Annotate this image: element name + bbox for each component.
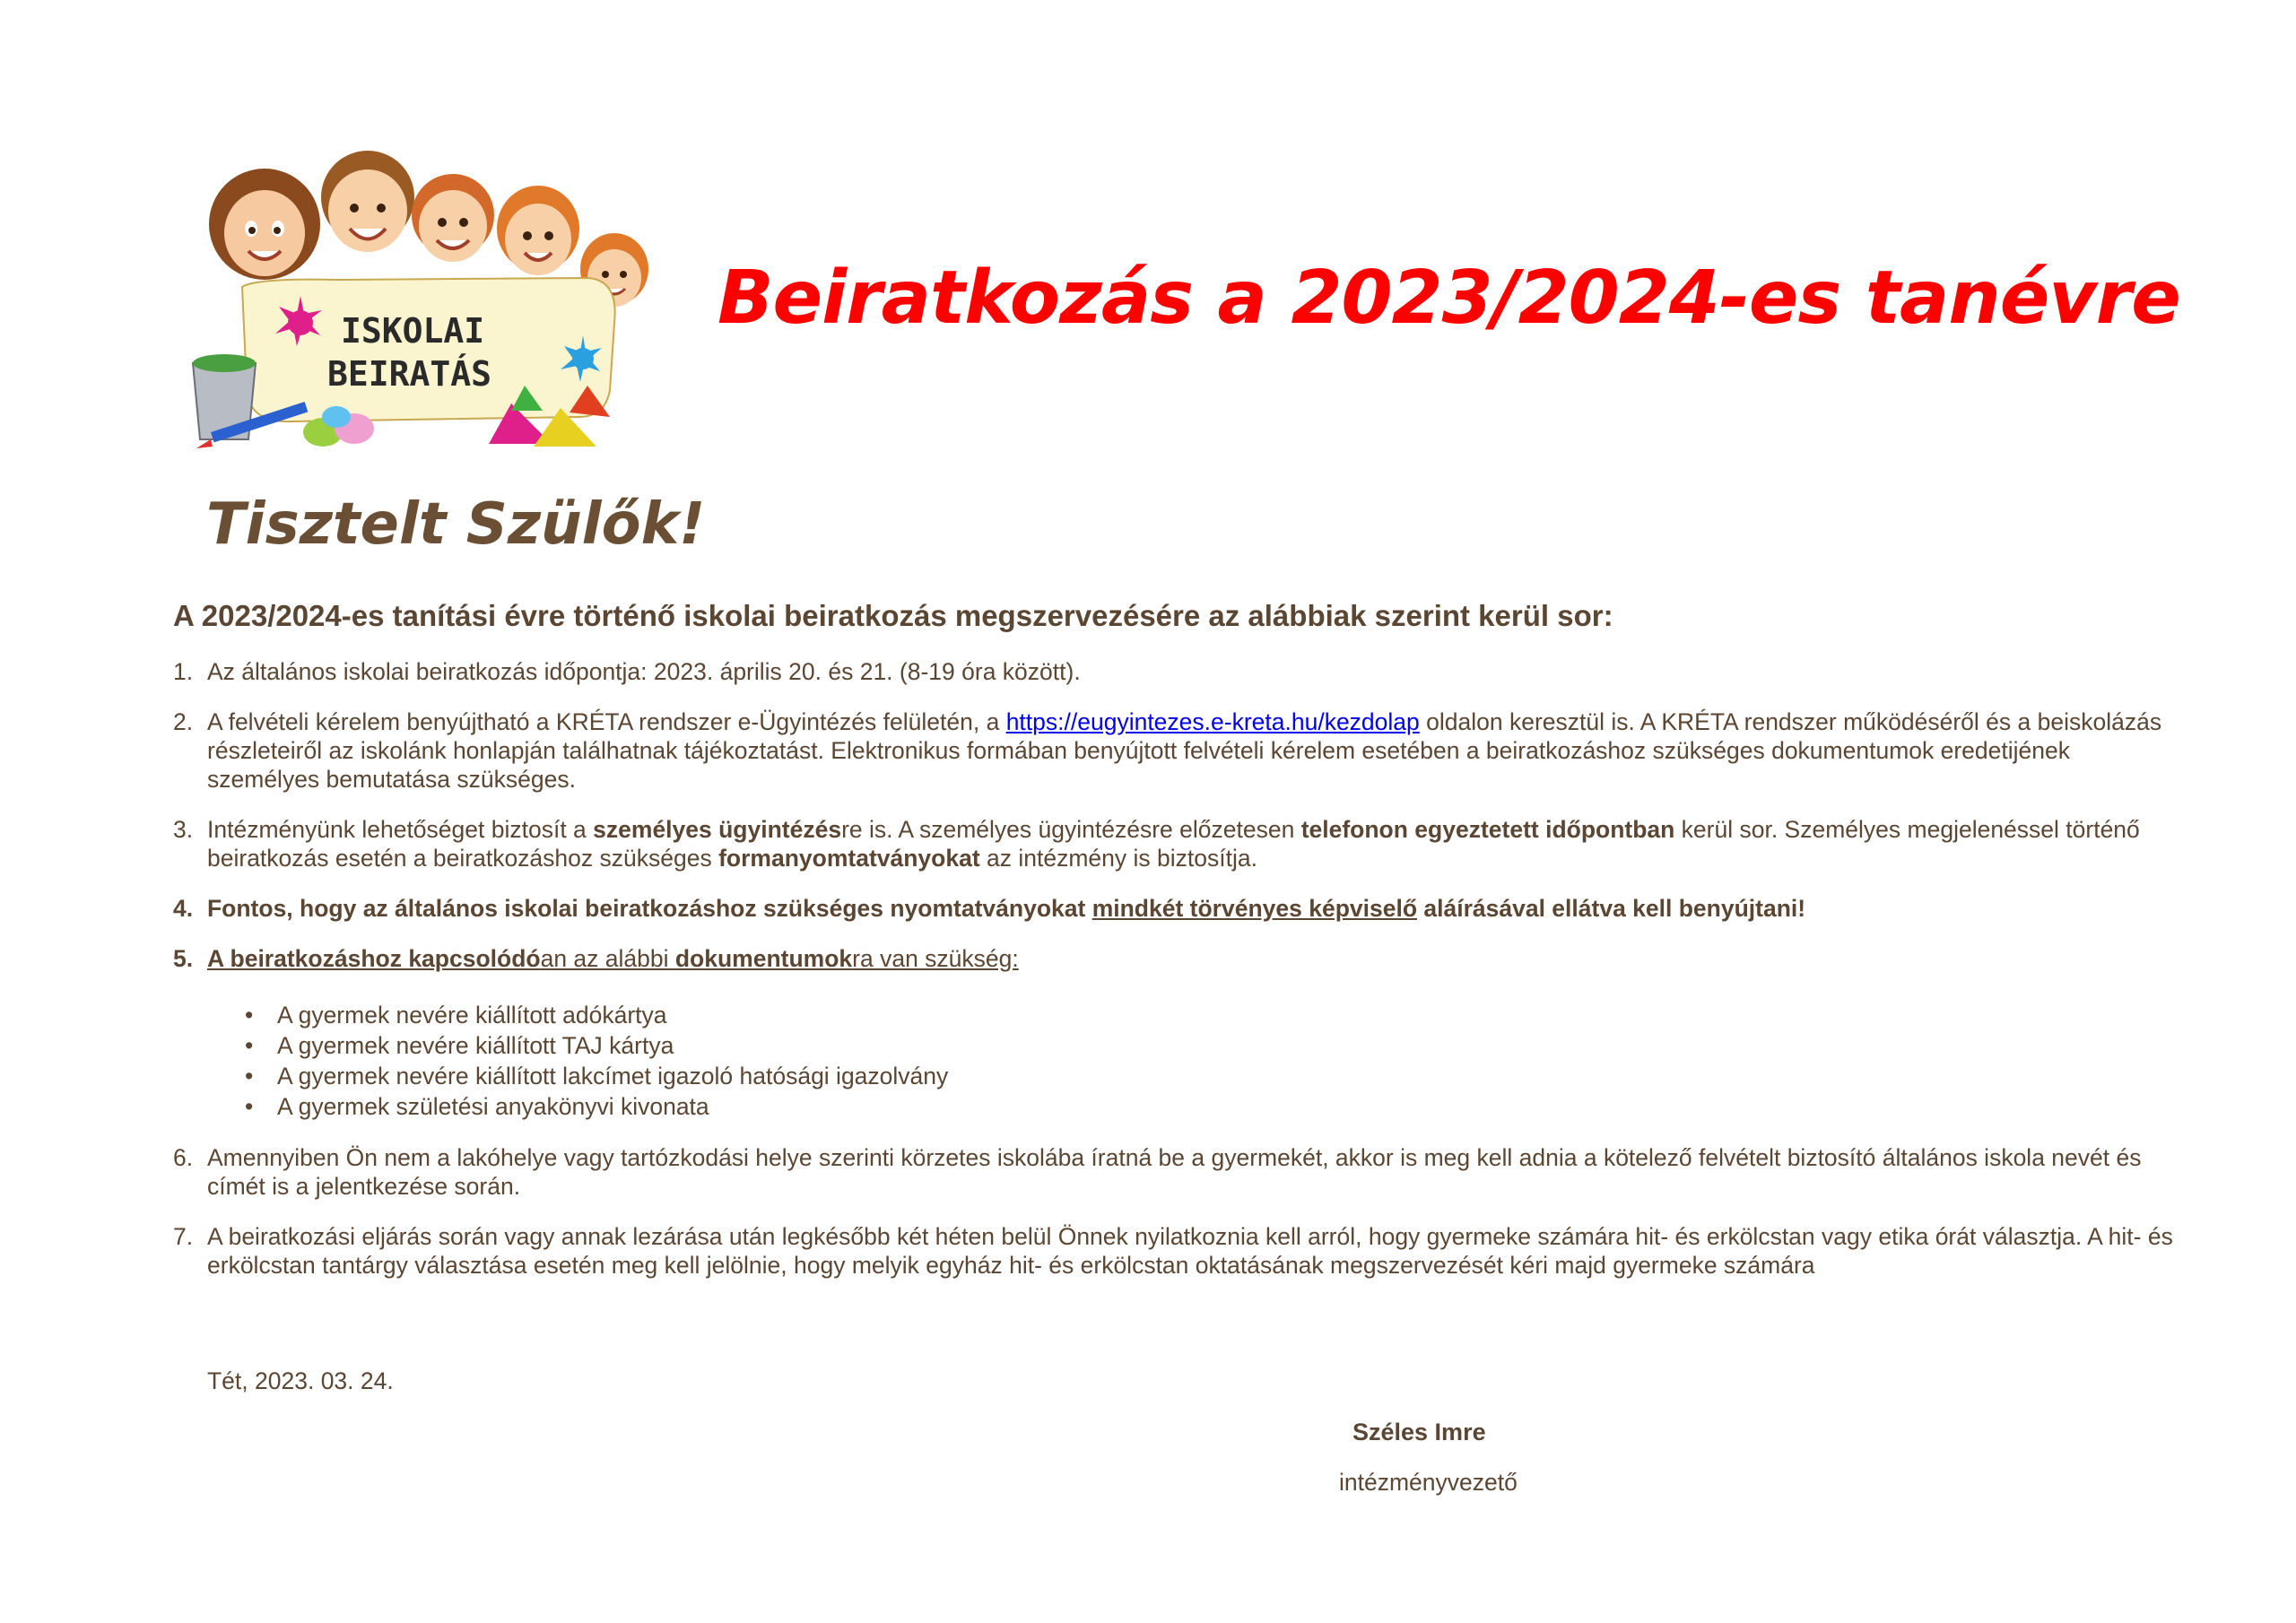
document-text: A gyermek születési anyakönyvi kivonata	[277, 1093, 709, 1120]
bullet-icon: •	[245, 1032, 254, 1059]
document-item	[207, 1000, 2182, 1030]
item-text: A felvételi kérelem benyújtható a KRÉTA rendszer e-Ügyintézés felületén, a	[207, 708, 1006, 735]
kreta-link[interactable]: https://eugyintezes.e-kreta.hu/kezdolap	[1005, 708, 1420, 735]
info-list	[173, 657, 2182, 1301]
list-item	[173, 1222, 2182, 1280]
item-text: an az alábbi	[540, 945, 675, 972]
list-item	[173, 815, 2182, 872]
page-title: Beiratkozás a 2023/2024-es tanévre	[718, 256, 2180, 341]
document-date: Tét, 2023. 03. 24.	[207, 1367, 394, 1394]
item-text: Az általános iskolai beiratkozás időpontja: 2023. április 20. és 21. (8-19 óra között).	[207, 658, 1081, 685]
item-emphasis: formanyomtatványokat	[718, 845, 980, 872]
list-item	[173, 894, 2182, 923]
list-item	[173, 1143, 2182, 1201]
item-emphasis: telefonon egyeztetett időpontban	[1300, 816, 1675, 843]
item-text: re is. A személyes ügyintézésre előzetesen	[841, 816, 1301, 843]
item-underline: mindkét törvényes képviselő	[1091, 895, 1418, 922]
bullet-icon: •	[245, 1002, 254, 1028]
document-text: A gyermek nevére kiállított lakcímet igazoló hatósági igazolvány	[277, 1063, 949, 1089]
item-text: az intézmény is biztosítja.	[979, 845, 1257, 872]
item-number: 7.	[173, 1223, 194, 1250]
list-item	[173, 944, 2182, 1122]
list-item	[173, 657, 2182, 686]
item-text: aláírásával ellátva kell benyújtani!	[1417, 895, 1806, 922]
school-enrollment-logo	[157, 143, 709, 462]
item-number: 4.	[173, 895, 194, 922]
item-number: 2.	[173, 708, 194, 735]
list-item	[173, 707, 2182, 794]
item-emphasis: dokumentumok	[674, 945, 853, 972]
item-emphasis: személyes ügyintézés	[593, 816, 842, 843]
document-text: A gyermek nevére kiállított TAJ kártya	[277, 1032, 674, 1059]
bullet-icon: •	[245, 1093, 254, 1120]
document-item	[207, 1091, 2182, 1122]
logo-text-line2: BEIRATÁS	[327, 354, 492, 394]
item-text: Amennyiben Ön nem a lakóhelye vagy tartózkodási helye szerinti körzetes iskolába íratná be a gyermekét, akkor is meg kell adnia a kötelező felvételt biztosító általános iskola nevét és címét is a jelentkezése során.	[207, 1144, 2142, 1200]
document-item	[207, 1030, 2182, 1061]
kids-illustration	[157, 143, 709, 462]
item-number: 1.	[173, 658, 194, 685]
item-number: 5.	[173, 945, 194, 972]
item-emphasis: A beiratkozáshoz kapcsolódó	[207, 945, 541, 972]
signer-name: Széles Imre	[1352, 1419, 1486, 1445]
item-text: A beiratkozási eljárás során vagy annak lezárása után legkésőbb két héten belül Önnek nyilatkoznia kell arról, hogy gyermeke számára hit- és erkölcstan vagy etika órát választja. A hit- és erkölcstan tantárgy választása esetén meg kell jelölnie, hogy melyik egyház hit- és erkölcstan oktatásának megszervezését kéri majd gyermeke számára	[207, 1223, 2173, 1279]
documents-list	[207, 1000, 2182, 1122]
item-text: oldalon keresztül is. A KRÉTA rendszer működéséről és a beiskolázás részleteiről az iskolánk honlapján találhatnak tájékoztatást. Elektronikus formában benyújtott felvételi kérelem esetében a beiratkozáshoz szükséges dokumentumok eredetijének személyes bemutatása szükséges.	[207, 708, 2162, 793]
document-text: A gyermek nevére kiállított adókártya	[277, 1002, 667, 1028]
signer-role: intézményvezető	[1339, 1469, 1518, 1496]
item-number: 3.	[173, 816, 194, 843]
document-item	[207, 1061, 2182, 1091]
greeting-heading: Tisztelt Szülők!	[206, 491, 706, 558]
item-text: ra van szükség:	[852, 945, 1019, 972]
item-text: kerül sor. Személyes megjelenéssel történő beiratkozás esetén a beiratkozáshoz szükséges	[207, 816, 2140, 872]
item-number: 6.	[173, 1144, 194, 1171]
item-text: Intézményünk lehetőséget biztosít a	[207, 816, 594, 843]
logo-text-line1: ISKOLAI	[341, 311, 485, 351]
intro-text: A 2023/2024-es tanítási évre történő iskolai beiratkozás megszervezésére az alábbiak szerint kerül sor:	[173, 599, 1613, 632]
bullet-icon: •	[245, 1063, 254, 1089]
item-text: Fontos, hogy az általános iskolai beiratkozáshoz szükséges nyomtatványokat	[207, 895, 1092, 922]
